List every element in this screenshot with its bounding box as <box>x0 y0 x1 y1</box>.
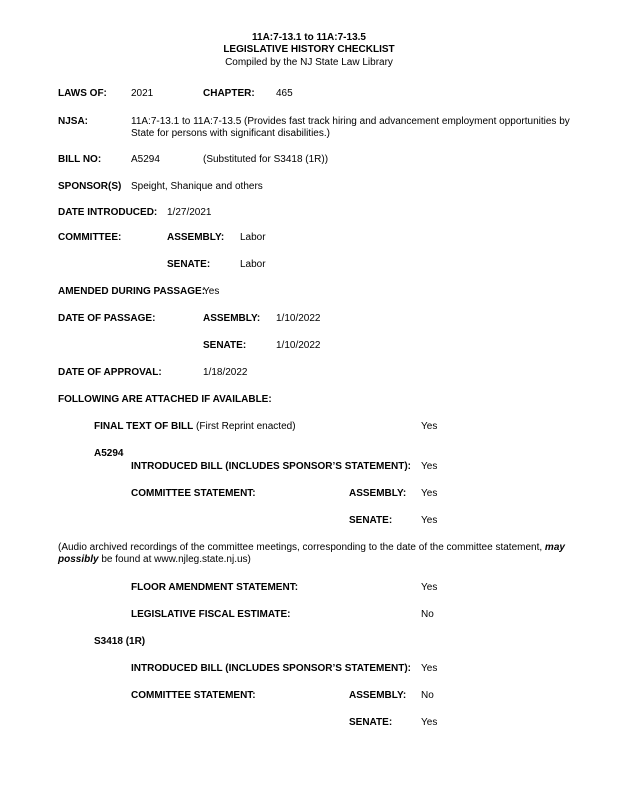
audio-note-possibly: possibly <box>58 554 99 565</box>
date-introduced-value: 1/27/2021 <box>167 207 212 218</box>
audio-note-may: may <box>544 542 565 553</box>
a5294-introduced-label: INTRODUCED BILL (INCLUDES SPONSOR’S STATEMENT): <box>131 461 411 472</box>
audio-note-part4: be found at www.njleg.state.nj.us) <box>98 554 251 565</box>
s3418-committee-label: COMMITTEE STATEMENT: <box>131 690 256 701</box>
s3418-senate-label: SENATE: <box>349 717 393 728</box>
a5294-fiscal-value: No <box>421 609 434 620</box>
bill-no-label: BILL NO: <box>58 154 102 165</box>
audio-note <box>58 542 598 566</box>
final-text-row <box>94 421 296 433</box>
audio-note-part1: (Audio archived recordings of the committee meetings, corresponding to the date of the committee statement, <box>58 542 545 553</box>
a5294-assembly-label: ASSEMBLY: <box>349 488 407 499</box>
s3418-assembly-value: No <box>421 690 434 701</box>
njsa-value-line1: 11A:7-13.1 to 11A:7-13.5 (Provides fast track hiring and advancement employment opportunities by <box>131 116 570 127</box>
final-text-label: FINAL TEXT OF BILL <box>94 421 194 432</box>
chapter-value: 465 <box>276 88 293 99</box>
a5294-floor-label: FLOOR AMENDMENT STATEMENT: <box>131 582 299 593</box>
date-of-passage-label: DATE OF PASSAGE: <box>58 313 156 324</box>
a5294-heading: A5294 <box>94 448 124 459</box>
document-compiler: Compiled by the NJ State Law Library <box>225 57 393 68</box>
a5294-senate-value: Yes <box>421 515 438 526</box>
njsa-value-line2: State for persons with significant disabilities.) <box>131 128 330 139</box>
njsa-label: NJSA: <box>58 116 89 127</box>
s3418-assembly-label: ASSEMBLY: <box>349 690 407 701</box>
s3418-heading: S3418 (1R) <box>94 636 146 647</box>
passage-senate-value: 1/10/2022 <box>276 340 321 351</box>
attached-heading: FOLLOWING ARE ATTACHED IF AVAILABLE: <box>58 394 272 405</box>
committee-label: COMMITTEE: <box>58 232 122 243</box>
bill-no-value: A5294 <box>131 154 160 165</box>
document-citation: 11A:7-13.1 to 11A:7-13.5 <box>252 32 366 43</box>
a5294-floor-value: Yes <box>421 582 438 593</box>
committee-senate-value: Labor <box>240 259 266 270</box>
date-of-approval-value: 1/18/2022 <box>203 367 248 378</box>
chapter-label: CHAPTER: <box>203 88 255 99</box>
a5294-senate-label: SENATE: <box>349 515 393 526</box>
committee-senate-label: SENATE: <box>167 259 211 270</box>
a5294-committee-label: COMMITTEE STATEMENT: <box>131 488 256 499</box>
a5294-introduced-value: Yes <box>421 461 438 472</box>
passage-assembly-value: 1/10/2022 <box>276 313 321 324</box>
committee-assembly-label: ASSEMBLY: <box>167 232 225 243</box>
date-of-approval-label: DATE OF APPROVAL: <box>58 367 162 378</box>
document-title: LEGISLATIVE HISTORY CHECKLIST <box>223 44 395 55</box>
laws-of-value: 2021 <box>131 88 154 99</box>
bill-substitution-note: (Substituted for S3418 (1R)) <box>203 154 329 165</box>
amended-label: AMENDED DURING PASSAGE: <box>58 286 206 297</box>
laws-of-label: LAWS OF: <box>58 88 107 99</box>
committee-assembly-value: Labor <box>240 232 266 243</box>
amended-value: Yes <box>203 286 220 297</box>
s3418-introduced-value: Yes <box>421 663 438 674</box>
date-introduced-label: DATE INTRODUCED: <box>58 207 158 218</box>
s3418-introduced-label: INTRODUCED BILL (INCLUDES SPONSOR’S STATEMENT): <box>131 663 411 674</box>
passage-senate-label: SENATE: <box>203 340 247 351</box>
sponsors-value: Speight, Shanique and others <box>131 181 263 192</box>
final-text-note: (First Reprint enacted) <box>196 421 296 432</box>
final-text-value: Yes <box>421 421 438 432</box>
s3418-senate-value: Yes <box>421 717 438 728</box>
passage-assembly-label: ASSEMBLY: <box>203 313 261 324</box>
sponsors-label: SPONSOR(S) <box>58 181 122 192</box>
a5294-fiscal-label: LEGISLATIVE FISCAL ESTIMATE: <box>131 609 291 620</box>
a5294-assembly-value: Yes <box>421 488 438 499</box>
